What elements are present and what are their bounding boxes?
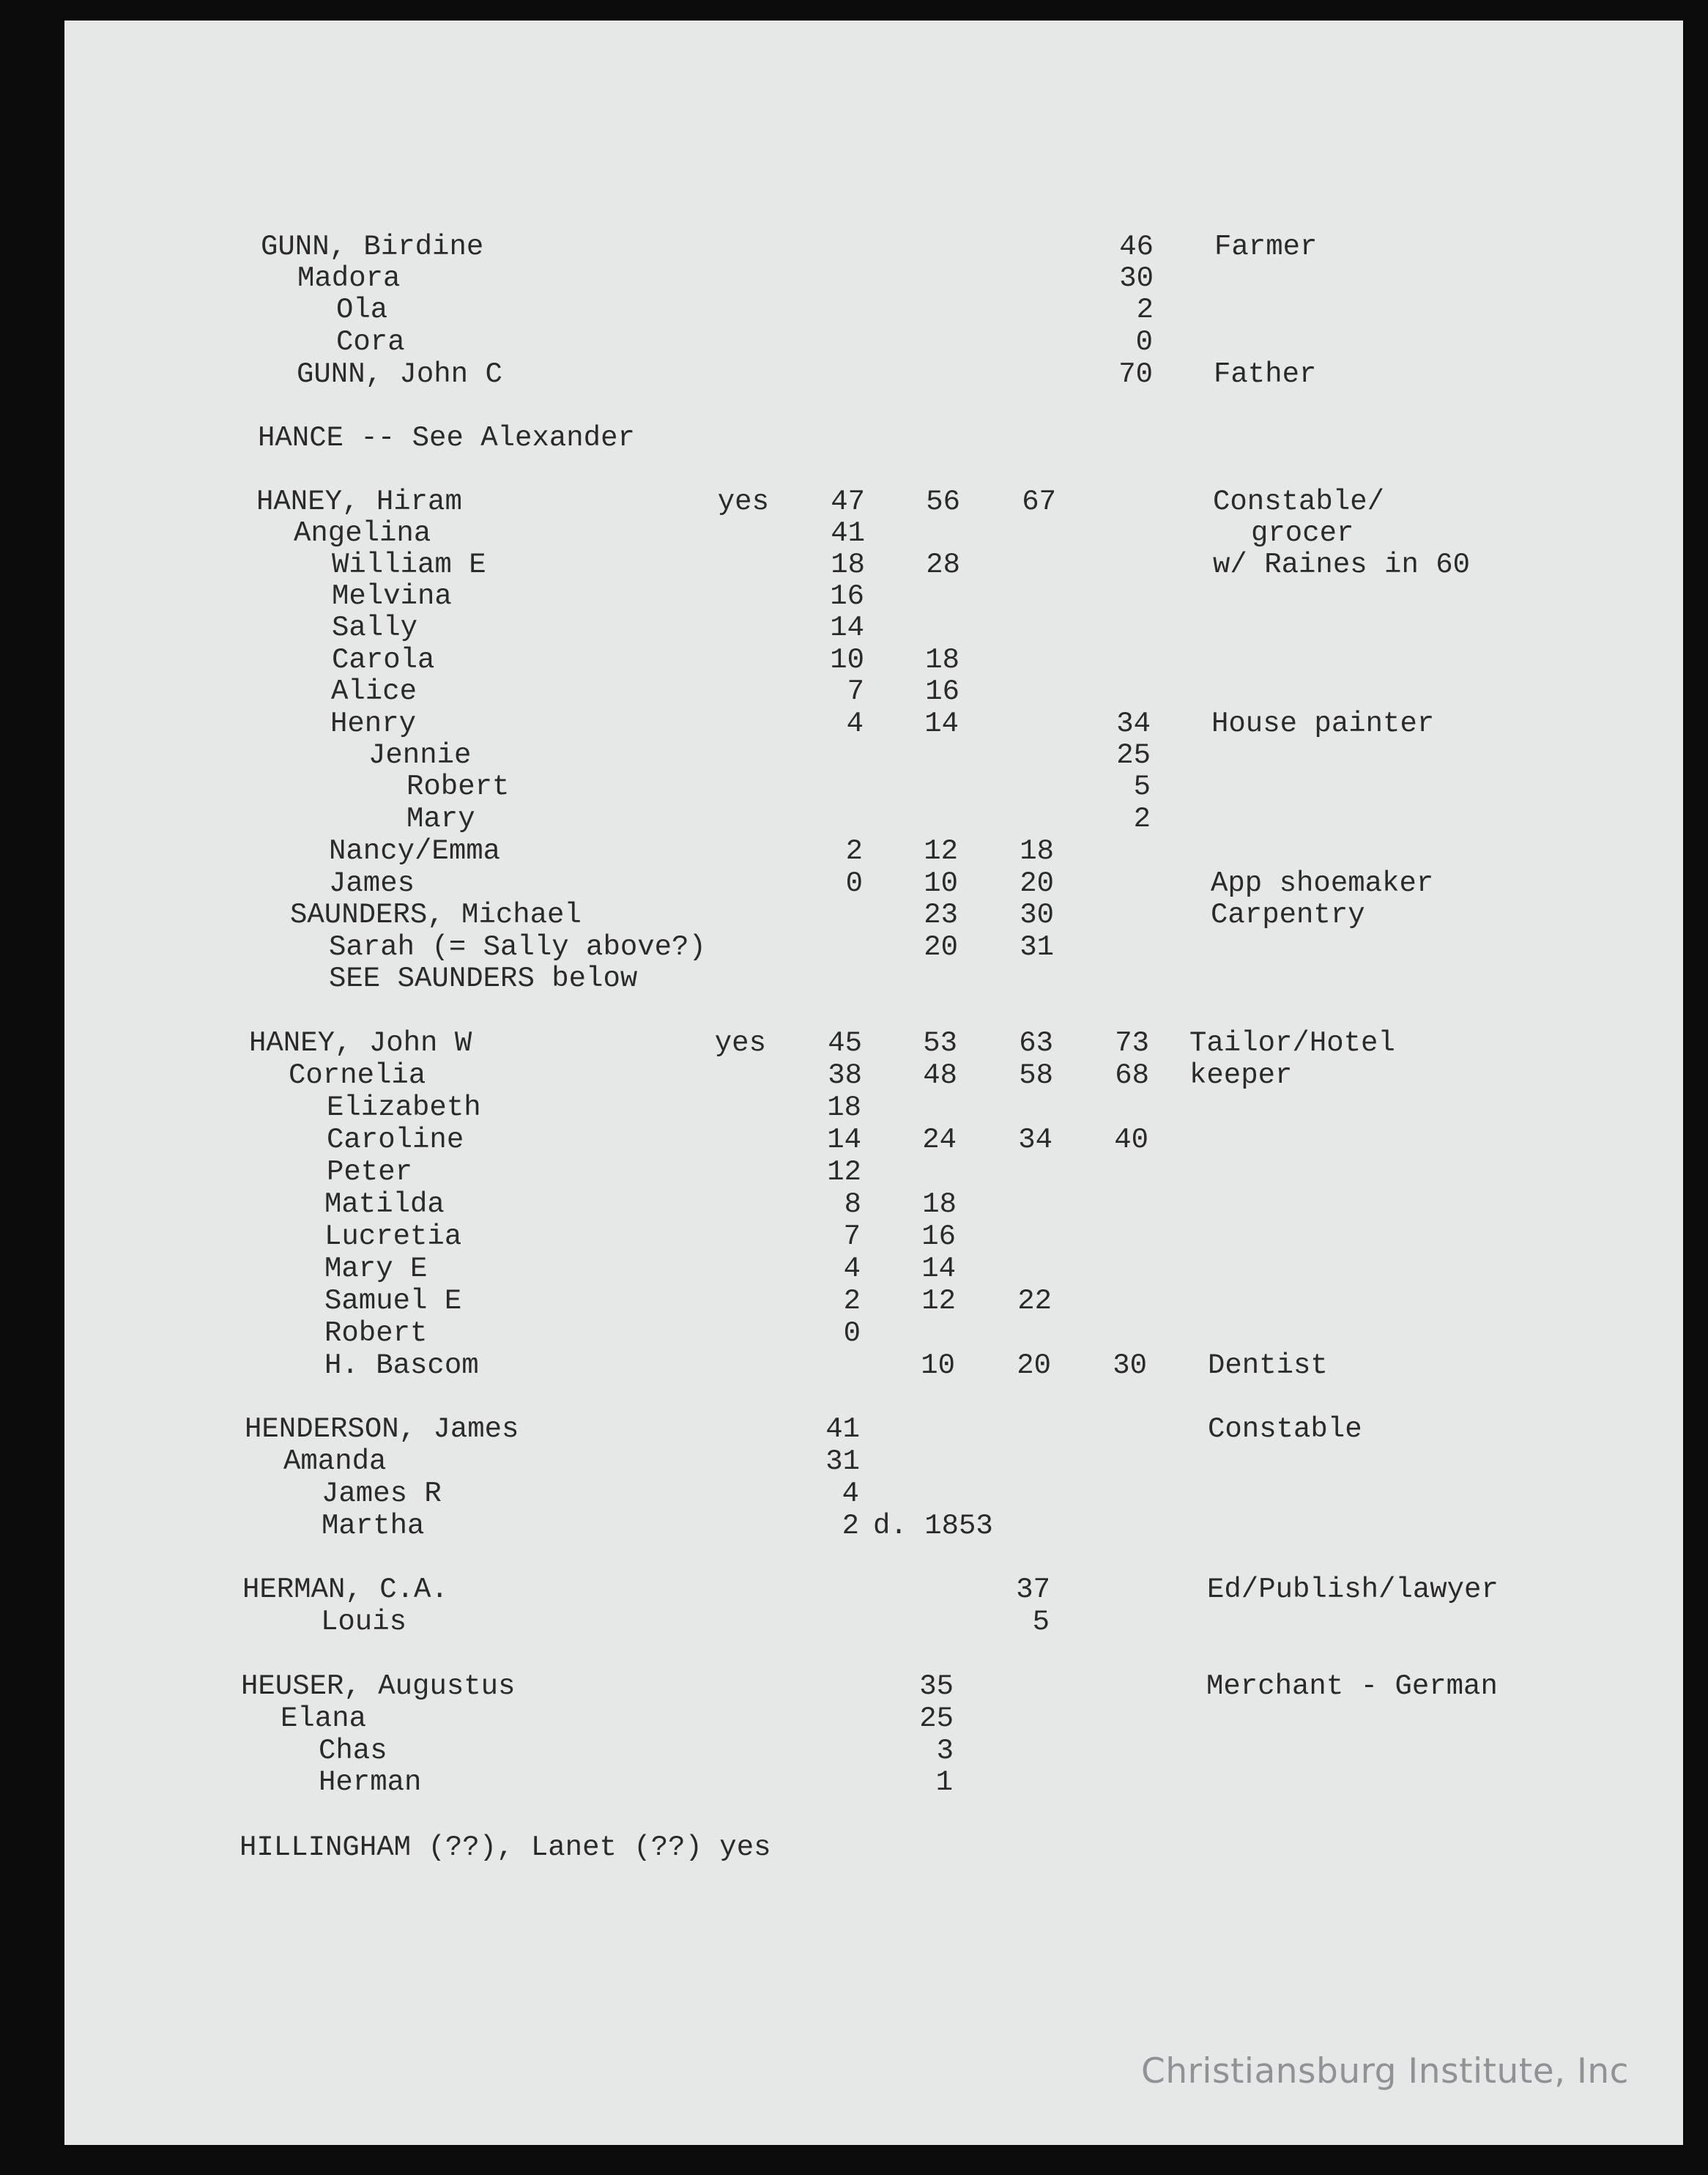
occupation: Father bbox=[1214, 358, 1317, 390]
household-head-row bbox=[0, 231, 1708, 263]
occupation: Merchant - German bbox=[1206, 1670, 1498, 1702]
household-member-row bbox=[0, 580, 1708, 612]
household-member-row bbox=[0, 1253, 1708, 1285]
age-col-1: 14 bbox=[830, 612, 864, 644]
person-name: HANEY, John W bbox=[249, 1027, 472, 1059]
person-name: Carola bbox=[332, 644, 435, 676]
household-member-row bbox=[0, 644, 1708, 676]
age-col-1: 47 bbox=[831, 486, 865, 518]
household-member-row bbox=[0, 835, 1708, 867]
age-col-1: 41 bbox=[825, 1413, 860, 1445]
age-col-3: 34 bbox=[1018, 1124, 1052, 1156]
household-member-row bbox=[0, 771, 1708, 803]
occupation: Tailor/Hotel bbox=[1189, 1027, 1395, 1059]
age-col-2: 3 bbox=[936, 1735, 954, 1767]
age-col-1: 41 bbox=[831, 517, 865, 549]
occupation: Ed/Publish/lawyer bbox=[1207, 1574, 1499, 1606]
person-name: HEUSER, Augustus bbox=[241, 1670, 516, 1702]
age-col-4: 30 bbox=[1113, 1349, 1147, 1382]
yes-flag: yes bbox=[714, 1027, 766, 1059]
household-member-row bbox=[0, 1445, 1708, 1478]
household-member-row bbox=[0, 1188, 1708, 1220]
age-col-1: 38 bbox=[828, 1059, 862, 1092]
age-col-2: 10 bbox=[921, 1349, 955, 1382]
person-name: Herman bbox=[319, 1766, 422, 1798]
person-name: GUNN, John C bbox=[297, 358, 502, 390]
occupation: Dentist bbox=[1208, 1349, 1328, 1382]
age-col-2: 20 bbox=[924, 931, 958, 963]
person-name: HENDERSON, James bbox=[245, 1413, 519, 1445]
person-name: SEE SAUNDERS below bbox=[329, 963, 638, 995]
occupation: Carpentry bbox=[1211, 899, 1365, 931]
age-col-4: 2 bbox=[1133, 803, 1151, 835]
person-name: Angelina bbox=[294, 517, 431, 549]
death-note: d. 1853 bbox=[873, 1510, 993, 1542]
household-member-row bbox=[0, 326, 1708, 358]
person-name: Samuel E bbox=[324, 1285, 462, 1317]
household-member-row bbox=[0, 294, 1708, 326]
age-col-1: 0 bbox=[843, 1317, 861, 1349]
household-member-row bbox=[0, 739, 1708, 771]
age-col-1: 4 bbox=[846, 708, 864, 740]
age-col-1: 0 bbox=[845, 867, 863, 900]
person-name: Melvina bbox=[332, 580, 452, 612]
person-name: HERMAN, C.A. bbox=[242, 1574, 448, 1606]
age-col-1: 14 bbox=[827, 1124, 861, 1156]
age-col-4: 70 bbox=[1118, 358, 1153, 390]
age-col-3: 5 bbox=[1032, 1606, 1050, 1638]
age-col-4: 73 bbox=[1115, 1027, 1149, 1059]
age-col-2: 35 bbox=[919, 1670, 954, 1702]
household-head-row bbox=[0, 1831, 1708, 1864]
age-col-2: 23 bbox=[924, 899, 958, 931]
age-col-4: 46 bbox=[1119, 231, 1154, 263]
occupation: grocer bbox=[1251, 517, 1354, 549]
age-col-2: 16 bbox=[921, 1220, 956, 1253]
household-head-row bbox=[0, 1027, 1708, 1059]
household-member-row bbox=[0, 963, 1708, 995]
household-head-row bbox=[0, 486, 1708, 518]
age-col-1: 8 bbox=[844, 1188, 861, 1220]
age-col-4: 5 bbox=[1133, 771, 1151, 803]
person-name: Martha bbox=[322, 1510, 425, 1542]
person-name: HANEY, Hiram bbox=[256, 486, 462, 518]
age-col-2: 18 bbox=[922, 1188, 957, 1220]
age-col-4: 2 bbox=[1136, 294, 1154, 326]
occupation: House painter bbox=[1211, 708, 1435, 740]
occupation: Constable/ bbox=[1213, 486, 1385, 518]
person-name: HANCE -- See Alexander bbox=[258, 422, 635, 454]
age-col-2: 56 bbox=[926, 486, 960, 518]
household-head-row bbox=[0, 1574, 1708, 1606]
person-name: GUNN, Birdine bbox=[261, 231, 484, 263]
age-col-3: 58 bbox=[1019, 1059, 1053, 1092]
age-col-1: 4 bbox=[842, 1478, 859, 1510]
household-member-row bbox=[0, 262, 1708, 294]
household-member-row bbox=[0, 1092, 1708, 1124]
age-col-4: 40 bbox=[1114, 1124, 1148, 1156]
person-name: Elana bbox=[281, 1702, 367, 1735]
person-name: Robert bbox=[324, 1317, 428, 1349]
age-col-1: 45 bbox=[828, 1027, 862, 1059]
age-col-1: 2 bbox=[843, 1285, 861, 1317]
person-name: Cora bbox=[336, 326, 405, 358]
person-name: Peter bbox=[327, 1156, 413, 1188]
household-member-row bbox=[0, 358, 1708, 390]
person-name: Louis bbox=[321, 1606, 407, 1638]
person-name: James bbox=[329, 867, 415, 900]
person-name: Robert bbox=[406, 771, 510, 803]
age-col-3: 63 bbox=[1019, 1027, 1053, 1059]
person-name: Nancy/Emma bbox=[329, 835, 501, 867]
age-col-1: 2 bbox=[842, 1510, 859, 1542]
age-col-1: 4 bbox=[843, 1253, 861, 1285]
age-col-2: 25 bbox=[919, 1702, 954, 1735]
age-col-1: 7 bbox=[847, 675, 864, 708]
household-head-row bbox=[0, 1413, 1708, 1445]
age-col-3: 67 bbox=[1022, 486, 1056, 518]
age-col-1: 2 bbox=[845, 835, 863, 867]
age-col-1: 7 bbox=[843, 1220, 861, 1253]
person-name: Ola bbox=[336, 294, 388, 326]
household-member-row bbox=[0, 1220, 1708, 1253]
person-name: James R bbox=[322, 1478, 442, 1510]
household-member-row bbox=[0, 803, 1708, 835]
household-member-row bbox=[0, 1285, 1708, 1317]
person-name: Lucretia bbox=[324, 1220, 462, 1253]
person-name: Amanda bbox=[283, 1445, 387, 1478]
household-member-row bbox=[0, 1349, 1708, 1382]
household-member-row bbox=[0, 1124, 1708, 1156]
age-col-4: 25 bbox=[1116, 739, 1151, 771]
watermark: Christiansburg Institute, Inc bbox=[1141, 2051, 1629, 2091]
age-col-3: 22 bbox=[1017, 1285, 1052, 1317]
person-name: William E bbox=[332, 549, 486, 581]
household-member-row bbox=[0, 1606, 1708, 1638]
age-col-3: 31 bbox=[1020, 931, 1054, 963]
person-name: Madora bbox=[297, 262, 401, 294]
age-col-3: 18 bbox=[1020, 835, 1054, 867]
occupation: App shoemaker bbox=[1211, 867, 1434, 900]
person-name: Sally bbox=[332, 612, 418, 644]
age-col-2: 1 bbox=[935, 1766, 953, 1798]
age-col-2: 16 bbox=[925, 675, 959, 708]
occupation: w/ Raines in 60 bbox=[1213, 549, 1471, 581]
person-name: Chas bbox=[319, 1735, 387, 1767]
age-col-2: 18 bbox=[925, 644, 959, 676]
household-member-row bbox=[0, 517, 1708, 549]
age-col-1: 18 bbox=[831, 549, 865, 581]
household-member-row bbox=[0, 612, 1708, 644]
age-col-1: 18 bbox=[827, 1092, 861, 1124]
household-member-row bbox=[0, 1735, 1708, 1767]
person-name: Mary bbox=[406, 803, 475, 835]
age-col-3: 20 bbox=[1020, 867, 1054, 900]
occupation: Farmer bbox=[1214, 231, 1318, 263]
age-col-1: 31 bbox=[825, 1445, 860, 1478]
household-member-row bbox=[0, 1510, 1708, 1542]
age-col-2: 12 bbox=[921, 1285, 956, 1317]
person-name: Henry bbox=[330, 708, 417, 740]
household-member-row bbox=[0, 1478, 1708, 1510]
occupation: keeper bbox=[1189, 1059, 1293, 1092]
person-name: Caroline bbox=[327, 1124, 464, 1156]
occupation: Constable bbox=[1208, 1413, 1362, 1445]
person-name: Matilda bbox=[324, 1188, 445, 1220]
household-member-row bbox=[0, 549, 1708, 581]
age-col-1: 12 bbox=[827, 1156, 861, 1188]
age-col-3: 37 bbox=[1016, 1574, 1050, 1606]
household-member-row bbox=[0, 1317, 1708, 1349]
household-member-row bbox=[0, 1702, 1708, 1735]
age-col-4: 30 bbox=[1119, 262, 1154, 294]
age-col-2: 48 bbox=[923, 1059, 957, 1092]
age-col-4: 34 bbox=[1116, 708, 1151, 740]
yes-flag: yes bbox=[717, 486, 769, 518]
age-col-2: 14 bbox=[921, 1253, 956, 1285]
age-col-2: 28 bbox=[926, 549, 960, 581]
household-member-row bbox=[0, 931, 1708, 963]
age-col-3: 30 bbox=[1020, 899, 1054, 931]
household-member-row bbox=[0, 708, 1708, 740]
person-name: Alice bbox=[331, 675, 417, 708]
age-col-2: 24 bbox=[922, 1124, 957, 1156]
household-member-row bbox=[0, 1766, 1708, 1798]
household-member-row bbox=[0, 867, 1708, 900]
age-col-2: 10 bbox=[924, 867, 958, 900]
age-col-3: 20 bbox=[1017, 1349, 1051, 1382]
person-name: Jennie bbox=[368, 739, 472, 771]
household-member-row bbox=[0, 675, 1708, 708]
person-name: SAUNDERS, Michael bbox=[290, 899, 582, 931]
person-name: HILLINGHAM (??), Lanet (??) yes bbox=[240, 1831, 771, 1864]
age-col-1: 16 bbox=[830, 580, 864, 612]
age-col-4: 0 bbox=[1135, 326, 1153, 358]
age-col-1: 10 bbox=[830, 644, 864, 676]
household-member-row bbox=[0, 899, 1708, 931]
household-head-row bbox=[0, 422, 1708, 454]
age-col-2: 53 bbox=[923, 1027, 957, 1059]
person-name: H. Bascom bbox=[324, 1349, 479, 1382]
person-name: Cornelia bbox=[289, 1059, 426, 1092]
household-head-row bbox=[0, 1670, 1708, 1702]
household-member-row bbox=[0, 1156, 1708, 1188]
age-col-2: 14 bbox=[924, 708, 959, 740]
person-name: Sarah (= Sally above?) bbox=[329, 931, 706, 963]
age-col-4: 68 bbox=[1115, 1059, 1149, 1092]
person-name: Mary E bbox=[324, 1253, 428, 1285]
age-col-2: 12 bbox=[924, 835, 958, 867]
person-name: Elizabeth bbox=[327, 1092, 481, 1124]
household-member-row bbox=[0, 1059, 1708, 1092]
